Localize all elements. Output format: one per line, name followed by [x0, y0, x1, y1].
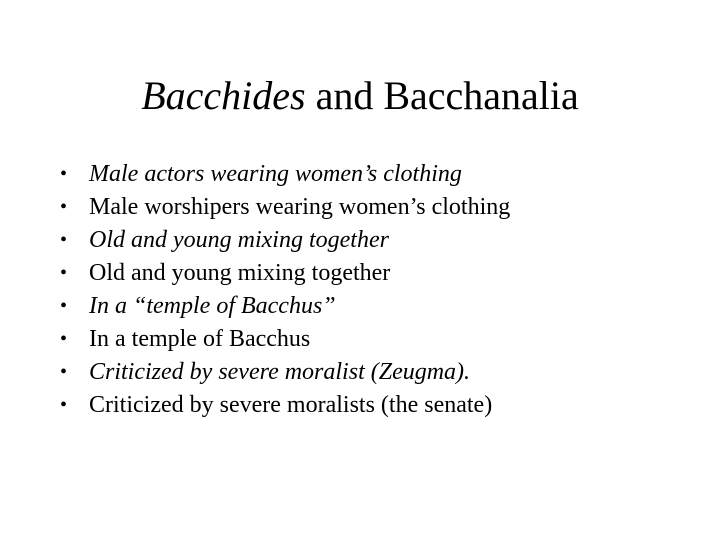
- bullet-text: Male worshipers wearing women’s clothing: [89, 194, 511, 220]
- bullet-icon: •: [60, 229, 68, 251]
- title-rest: and Bacchanalia: [305, 73, 579, 118]
- bullet-text: Old and young mixing together: [89, 227, 389, 253]
- bullet-icon: •: [60, 394, 68, 416]
- bullet-icon: •: [60, 361, 68, 383]
- bullet-icon: •: [60, 295, 68, 317]
- bullet-text: Criticized by severe moralists (the senate): [89, 392, 493, 418]
- bullet-text: Criticized by severe moralist (Zeugma).: [89, 359, 471, 385]
- bullet-text: Male actors wearing women’s clothing: [89, 161, 462, 187]
- bullet-text: In a temple of Bacchus: [89, 326, 311, 352]
- bullet-text: Old and young mixing together: [89, 260, 391, 286]
- bullet-icon: •: [60, 163, 68, 185]
- bullet-text: In a “temple of Bacchus”: [89, 293, 336, 319]
- bullet-icon: •: [60, 328, 68, 350]
- bullet-icon: •: [60, 196, 68, 218]
- bullet-icon: •: [60, 262, 68, 284]
- title-italic-part: Bacchides: [141, 73, 306, 118]
- slide-title: [0, 68, 720, 124]
